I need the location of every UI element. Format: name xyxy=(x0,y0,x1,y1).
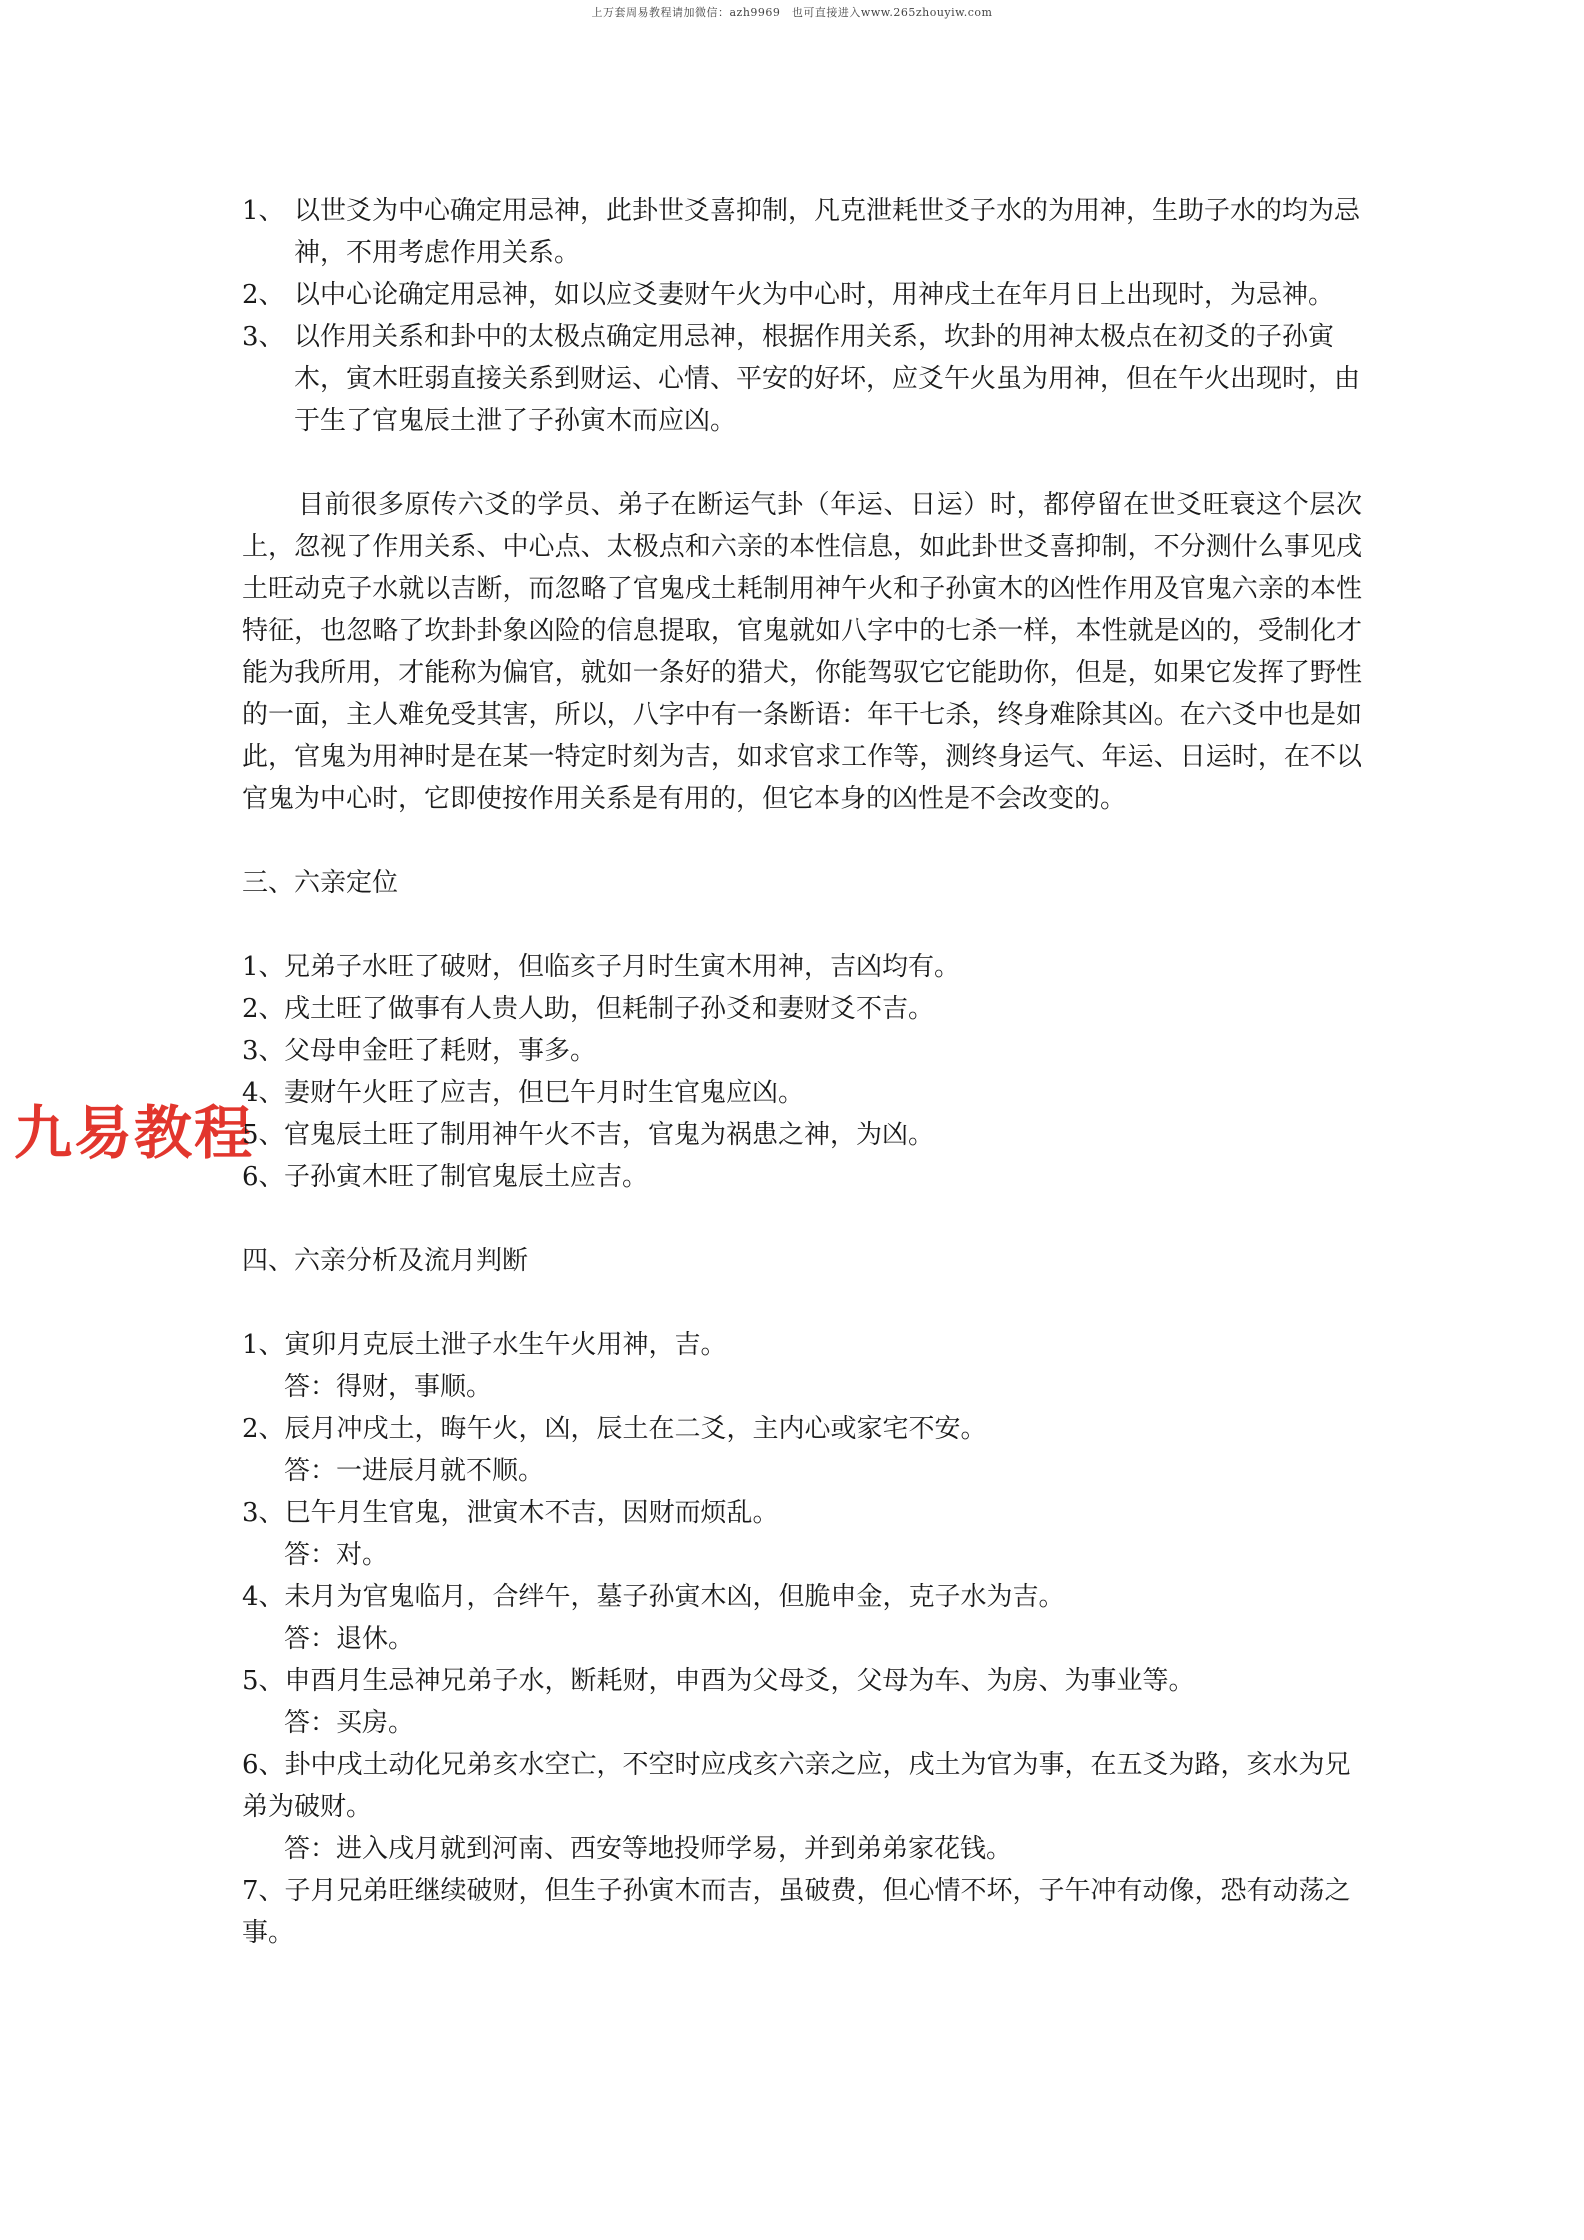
item-text: 子月兄弟旺继续破财，但生子孙寅木而吉，虽破费，但心情不坏，子午冲有动像，恐有动荡之事。 xyxy=(242,1876,1351,1948)
section-heading-monthly-analysis: 四、六亲分析及流月判断 xyxy=(242,1246,529,1276)
list-item xyxy=(242,946,1362,988)
item-text: 妻财午火旺了应吉，但巳午月时生官鬼应凶。 xyxy=(284,1078,805,1108)
item-text: 以中心论确定用忌神，如以应爻妻财午火为中心时，用神戌土在年月日上出现时，为忌神。 xyxy=(294,280,1335,310)
watermark-logo: 九易教程 xyxy=(14,1099,255,1167)
header-note: 上万套周易教程请加微信：azh9969 也可直接进入www.265zhouyiw.com xyxy=(591,6,993,19)
item-text: 兄弟子水旺了破财，但临亥子月时生寅木用神，吉凶均有。 xyxy=(284,952,961,982)
item-number: 4、 xyxy=(242,1582,285,1612)
list-item xyxy=(242,316,1362,442)
item-text: 寅卯月克辰土泄子水生午火用神，吉。 xyxy=(284,1330,727,1360)
item-text: 申酉月生忌神兄弟子水，断耗财，申酉为父母爻，父母为车、为房、为事业等。 xyxy=(284,1666,1195,1696)
list-item xyxy=(242,1576,1362,1660)
item-number: 3、 xyxy=(242,1498,285,1528)
item-answer: 答：进入戌月就到河南、西安等地投师学易，并到弟弟家花钱。 xyxy=(284,1834,1013,1864)
item-number: 6、 xyxy=(242,1750,285,1780)
list-item xyxy=(242,1030,1362,1072)
list-item xyxy=(242,190,1362,274)
list-item xyxy=(242,1492,1362,1576)
item-number: 1、 xyxy=(242,1330,285,1360)
item-number: 1、 xyxy=(242,952,285,982)
item-text: 未月为官鬼临月，合绊午，墓子孙寅木凶，但脆申金，克子水为吉。 xyxy=(284,1582,1065,1612)
item-text: 戌土旺了做事有人贵人助，但耗制子孙爻和妻财爻不吉。 xyxy=(284,994,935,1024)
item-number: 1、 xyxy=(242,196,285,226)
list-item xyxy=(242,1744,1362,1870)
list-item xyxy=(242,1156,1362,1198)
item-number: 4、 xyxy=(242,1078,285,1108)
item-answer: 答：得财，事顺。 xyxy=(284,1372,493,1402)
item-text: 父母申金旺了耗财，事多。 xyxy=(284,1036,597,1066)
item-number: 2、 xyxy=(242,1414,285,1444)
item-number: 2、 xyxy=(242,280,285,310)
item-answer: 答：买房。 xyxy=(284,1708,415,1738)
liuqin-position-list xyxy=(242,946,1362,1198)
list-item xyxy=(242,988,1362,1030)
item-answer: 答：对。 xyxy=(284,1540,389,1570)
item-text: 官鬼辰土旺了制用神午火不吉，官鬼为祸患之神，为凶。 xyxy=(284,1120,935,1150)
list-item xyxy=(242,274,1362,316)
list-item xyxy=(242,1114,1362,1156)
item-number: 3、 xyxy=(242,1036,285,1066)
item-number: 2、 xyxy=(242,994,285,1024)
item-number: 3、 xyxy=(242,322,285,352)
item-text: 以作用关系和卦中的太极点确定用忌神，根据作用关系，坎卦的用神太极点在初爻的子孙寅木，寅木旺弱直接关系到财运、心情、平安的好坏，应爻午火虽为用神，但在午火出现时，由于生了官鬼辰土泄了子孙寅木而应凶。 xyxy=(294,322,1361,436)
item-answer: 答：退休。 xyxy=(284,1624,415,1654)
document-body xyxy=(242,190,1362,1954)
list-item xyxy=(242,1324,1362,1408)
item-answer: 答：一进辰月就不顺。 xyxy=(284,1456,545,1486)
list-item xyxy=(242,1408,1362,1492)
monthly-analysis-list xyxy=(242,1324,1362,1954)
list-item xyxy=(242,1660,1362,1744)
list-item xyxy=(242,1072,1362,1114)
section-heading-liuqin-position: 三、六亲定位 xyxy=(242,868,399,898)
item-number: 7、 xyxy=(242,1876,285,1906)
item-text: 辰月冲戌土，晦午火，凶，辰土在二爻，主内心或家宅不安。 xyxy=(284,1414,987,1444)
item-number: 5、 xyxy=(242,1120,285,1150)
item-text: 子孙寅木旺了制官鬼辰土应吉。 xyxy=(284,1162,649,1192)
body-paragraph: 目前很多原传六爻的学员、弟子在断运气卦（年运、日运）时，都停留在世爻旺衰这个层次上，忽视了作用关系、中心点、太极点和六亲的本性信息，如此卦世爻喜抑制，不分测什么事见戌土旺动克子水就以吉断，而忽略了官鬼戌土耗制用神午火和子孙寅木的凶性作用及官鬼六亲的本性特征，也忽略了坎卦卦象凶险的信息提取，官鬼就如八字中的七杀一样，本性就是凶的，受制化才能为我所用，才能称为偏官，就如一条好的猎犬，你能驾驭它它能助你，但是，如果它发挥了野性的一面，主人难免受其害，所以，八字中有一条断语：年干七杀，终身难除其凶。在六爻中也是如此，官鬼为用神时是在某一特定时刻为吉，如求官求工作等，测终身运气、年运、日运时，在不以官鬼为中心时，它即使按作用关系是有用的，但它本身的凶性是不会改变的。 xyxy=(242,490,1362,814)
item-text: 卦中戌土动化兄弟亥水空亡，不空时应戌亥六亲之应，戌土为官为事，在五爻为路，亥水为兄弟为破财。 xyxy=(242,1750,1351,1822)
item-number: 6、 xyxy=(242,1162,285,1192)
item-text: 以世爻为中心确定用忌神，此卦世爻喜抑制，凡克泄耗世爻子水的为用神，生助子水的均为忌神，不用考虑作用关系。 xyxy=(294,196,1361,268)
item-number: 5、 xyxy=(242,1666,285,1696)
usage-rules-list xyxy=(242,190,1362,442)
list-item xyxy=(242,1870,1362,1954)
item-text: 巳午月生官鬼，泄寅木不吉，因财而烦乱。 xyxy=(284,1498,779,1528)
